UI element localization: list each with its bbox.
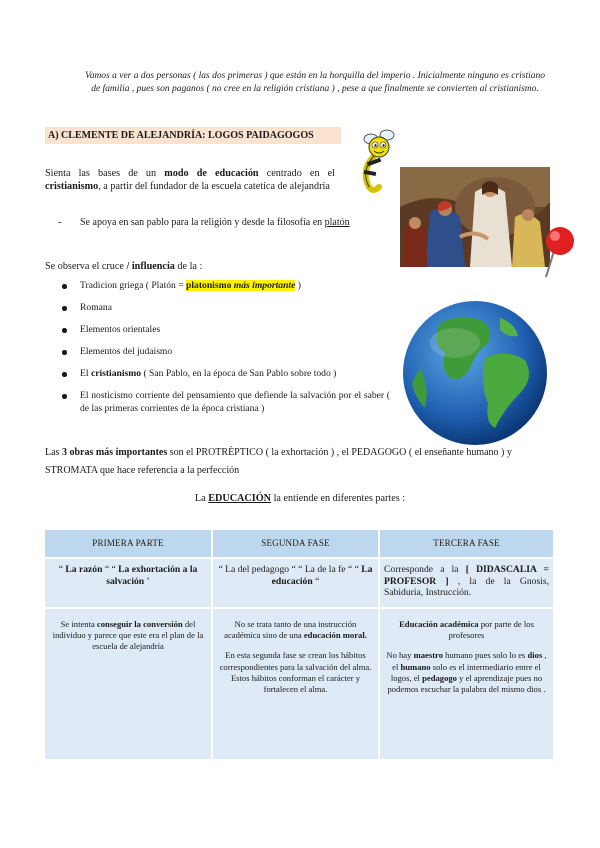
- table-header-segunda: SEGUNDA FASE: [213, 530, 380, 559]
- list-item: El nosticismo corriente del pensamiento que defiende la salvación por el saber ( de las primeras corrientes de la época cristiana ): [60, 390, 390, 415]
- earth-globe-icon: [400, 298, 550, 448]
- list-item: Elementos orientales: [60, 324, 390, 337]
- intro-paragraph: Vamos a ver a dos personas ( las dos primeras ) que están en la horquilla del imperio . Inicialmente ninguno es cristiano de familia , pues son paganos ( no cree en la religión cristiana ) , pese a que finalmente se convierten al cristianismo.: [84, 71, 546, 94]
- dash-marker: -: [58, 217, 62, 228]
- red-pushpin-icon: [540, 225, 580, 280]
- table-cell: Corresponde a la [ DIDASCALIA = PROFESOR ] , la de la Gnosis, Sabiduria, Instrucción.: [380, 559, 555, 609]
- table-header-tercera: TERCERA FASE: [380, 530, 555, 559]
- paragraph-obras: Las 3 obras más importantes son el PROTRÉPTICO ( la exhortación ) , el PEDAGOGO ( el enseñante humano ) y STROMATA que hace referencia a la perfección: [45, 447, 512, 476]
- table-cell: “ La razón “ “ La exhortación a la salvación ’: [45, 559, 213, 609]
- education-phases-table: [45, 530, 555, 761]
- section-heading: A) CLEMENTE DE ALEJANDRÍA: LOGOS PAIDAGOGOS: [45, 127, 341, 144]
- paragraph-educacion-partes: La EDUCACIÓN la entiende en diferentes partes :: [194, 493, 406, 504]
- table-cell: Se intenta conseguir la conversión del individuo y parece que este era el plan de la escuela de alejandría: [45, 609, 213, 761]
- paragraph-cruce-influencia: Se observa el cruce / influencia de la :: [45, 261, 203, 272]
- list-item: Tradicion griega ( Platón = platonismo más importante ): [60, 280, 390, 293]
- table-cell: Educación académica por parte de los profesores No hay maestro humano pues solo lo es dios , el humano solo es el intermediario entre el logos, el pedagogo y el aprendizaje pues no podemos escuchar la palabra del mismo dios .: [380, 609, 555, 761]
- highlighted-text: platonismo más importante: [186, 280, 296, 291]
- table-cell: “ La del pedagogo “ “ La de la fe “ “ La educación “: [213, 559, 380, 609]
- list-item: Elementos del judaismo: [60, 346, 390, 359]
- table-cell: No se trata tanto de una instrucción académica sino de una educación moral. En esta segunda fase se crean los hábitos correspondientes para la salvación del alma. Estos hábitos conforman el carácter y fortalecen el alma.: [213, 609, 380, 761]
- underlined-platon: platón: [324, 217, 350, 228]
- cartoon-bee-icon: [355, 125, 400, 195]
- list-item: Romana: [60, 302, 390, 315]
- dash-list-item: - Se apoya en san pablo para la religión y desde la filosofía en platón: [58, 217, 350, 228]
- table-header-primera: PRIMERA PARTE: [45, 530, 213, 559]
- paragraph-modo-educacion: Sienta las bases de un modo de educación centrado en el cristianismo, a partir del fundador de la escuela catetica de alejandria: [45, 168, 336, 192]
- influences-list: [60, 280, 390, 425]
- list-item: El cristianismo ( San Pablo, en la época de San Pablo sobre todo ): [60, 368, 390, 381]
- religious-painting-image: [400, 167, 550, 267]
